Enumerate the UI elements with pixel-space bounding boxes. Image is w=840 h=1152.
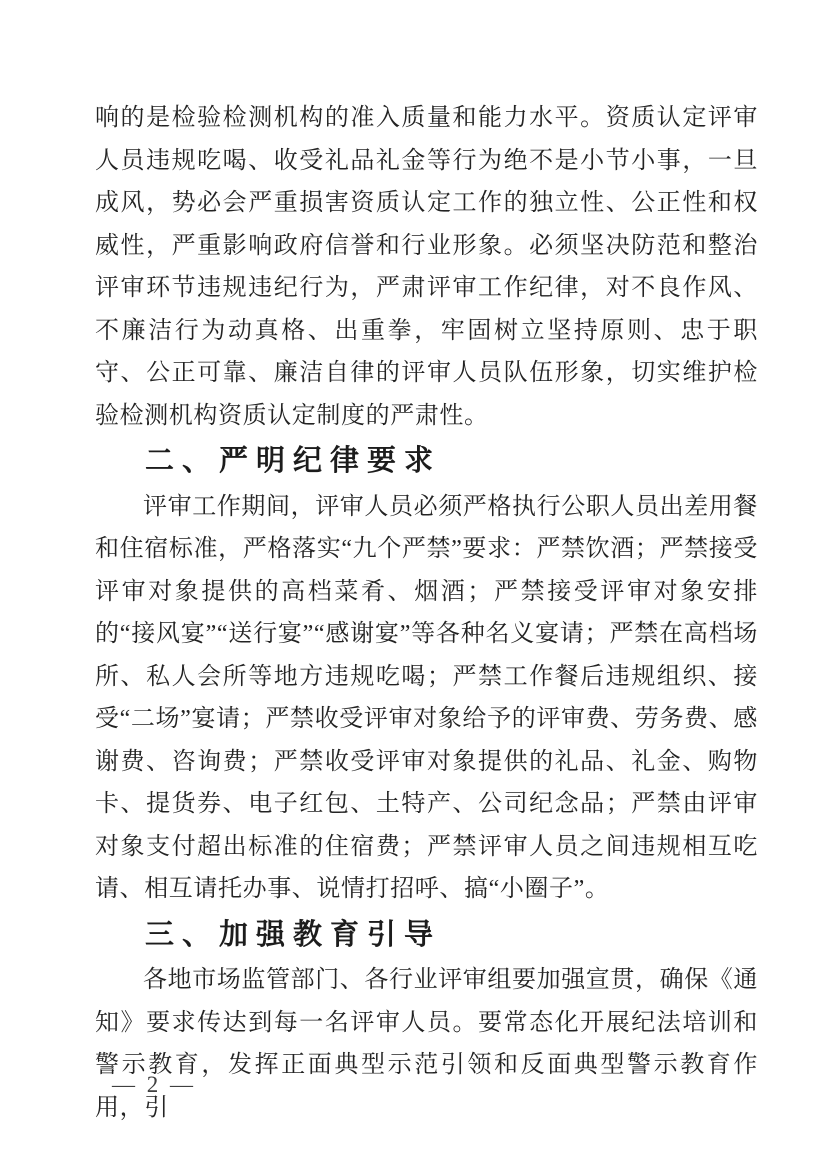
paragraph-education-guidance: 各地市场监管部门、各行业评审组要加强宣贯，确保《通知》要求传达到每一名评审人员。要常态化开展纪法培训和警示教育，发挥正面典型示范引领和反面典型警示教育作用，引: [95, 967, 758, 1121]
paragraph-continued: 响的是检验检测机构的准入质量和能力水平。资质认定评审人员违规吃喝、收受礼品礼金等行为绝不是小节小事，一旦成风，势必会严重损害资质认定工作的独立性、公正性和权威性，严重影响政府信誉和行业形象。必须坚决防范和整治评审环节违规违纪行为，严肃评审工作纪律，对不良作风、不廉洁行为动真格、出重拳，牢固树立坚持原则、忠于职守、公正可靠、廉洁自律的评审人员队伍形象，切实维护检验检测机构资质认定制度的严肃性。: [95, 105, 758, 429]
paragraph-discipline-requirements: 评审工作期间，评审人员必须严格执行公职人员出差用餐和住宿标准，严格落实“九个严禁”要求：严禁饮酒；严禁接受评审对象提供的高档菜肴、烟酒；严禁接受评审对象安排的“接风宴”“送行宴”“感谢宴”等各种名义宴请；严禁在高档场所、私人会所等地方违规吃喝；严禁工作餐后违规组织、接受“二场”宴请；严禁收受评审对象给予的评审费、劳务费、感谢费、咨询费；严禁收受评审对象提供的礼品、礼金、购物卡、提货券、电子红包、土特产、公司纪念品；严禁由评审对象支付超出标准的住宿费；严禁评审人员之间违规相互吃请、相互请托办事、说情打招呼、搞“小圈子”。: [95, 493, 758, 902]
page-number: — 2 —: [112, 1072, 196, 1097]
section-heading-3: 三、加强教育引导: [145, 918, 442, 951]
section-heading-2: 二、严明纪律要求: [145, 445, 442, 477]
